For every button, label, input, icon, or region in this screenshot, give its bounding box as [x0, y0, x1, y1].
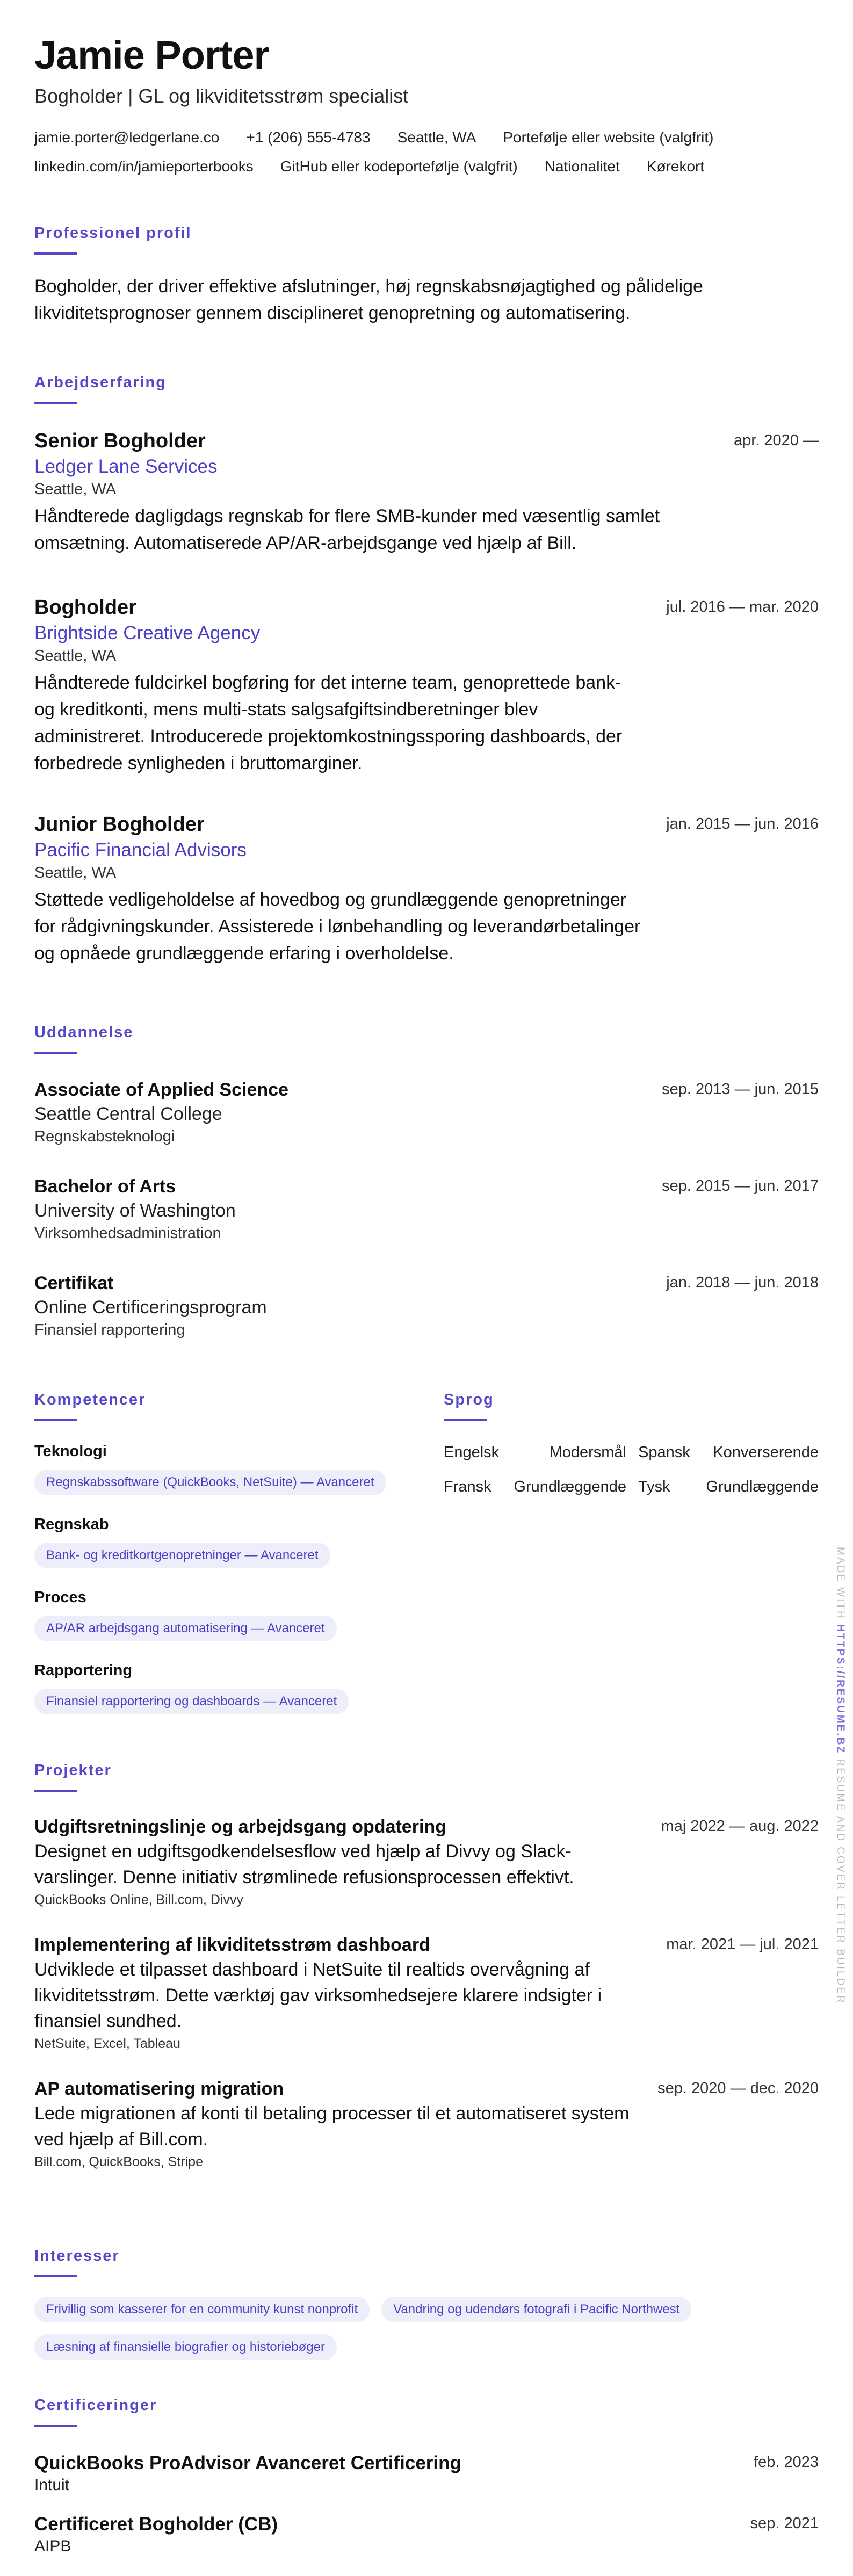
builder-watermark: MADE WITH HTTPS://RESUME.BZ RESUME AND COVER LETTER BUILDER — [835, 1547, 846, 2005]
interest-pill: Vandring og udendørs fotografi i Pacific Northwest — [381, 2297, 691, 2322]
certification-issuer: Intuit — [34, 2476, 70, 2494]
section-rule — [34, 2425, 77, 2427]
certification-date: feb. 2023 — [754, 2454, 819, 2471]
project-date: maj 2022 — aug. 2022 — [661, 1818, 819, 1835]
skill-category: Teknologi — [34, 1443, 107, 1460]
candidate-headline: Bogholder | GL og likviditetsstrøm specialist — [34, 85, 409, 107]
job-description: Håndterede fuldcirkel bogføring for det interne team, genoprettede bank- og kreditkonti, mens multi-stats salgsafgiftsindberetninger blev administreret. Introducerede projektomkostningssporing dashboards, der forbedrede synligheden i bruttomarginer. — [34, 672, 623, 773]
project-title: AP automatisering migration — [34, 2079, 284, 2099]
skill-category: Proces — [34, 1589, 86, 1606]
skill-pill: Regnskabssoftware (QuickBooks, NetSuite) — Avanceret — [34, 1470, 386, 1495]
job-date: jul. 2016 — mar. 2020 — [666, 598, 819, 616]
education-school: Seattle Central College — [34, 1104, 222, 1124]
section-title-interests: Interesser — [34, 2247, 120, 2264]
section-rule — [34, 402, 77, 404]
language-name: Tysk — [638, 1478, 670, 1495]
education-field: Regnskabsteknologi — [34, 1128, 175, 1145]
section-rule — [34, 2275, 77, 2277]
job-date: apr. 2020 — — [734, 432, 819, 449]
project-entry — [34, 2079, 819, 2170]
section-title-skills: Kompetencer — [34, 1391, 146, 1408]
section-rule — [34, 1052, 77, 1054]
language-level: Grundlæggende — [514, 1478, 626, 1495]
language-name: Engelsk — [444, 1444, 500, 1461]
profile-summary: Bogholder, der driver effektive afslutninger, høj regnskabsnøjagtighed og pålidelige likviditetsprognoser gennem disciplineret genopretning og automatisering. — [34, 276, 703, 323]
builder-link[interactable]: HTTPS://RESUME.BZ — [835, 1624, 846, 1755]
contact-location: Seattle, WA — [397, 129, 476, 146]
section-title-projects: Projekter — [34, 1762, 112, 1779]
job-date: jan. 2015 — jun. 2016 — [666, 815, 819, 833]
skill-pill: AP/AR arbejdsgang automatisering — Avanceret — [34, 1616, 337, 1641]
certification-entry — [34, 2452, 819, 2494]
contact-github[interactable]: GitHub eller kodeportefølje (valgfrit) — [280, 158, 518, 175]
certification-entry — [34, 2514, 819, 2556]
job-company: Ledger Lane Services — [34, 456, 218, 477]
interest-list — [34, 2297, 819, 2360]
education-entry — [34, 1080, 819, 1146]
skill-pill: Finansiel rapportering og dashboards — Avanceret — [34, 1689, 349, 1714]
project-entry — [34, 1817, 819, 1908]
project-description: Udviklede et tilpasset dashboard i NetSuite til realtids overvågning af likviditetsstrøm. Dette værktøj gav virksomhedsejere klarere indsigter i finansiel sundhed. — [34, 1959, 602, 2031]
interest-pill: Frivillig som kasserer for en community kunst nonprofit — [34, 2297, 370, 2322]
contact-portfolio[interactable]: Portefølje eller website (valgfrit) — [503, 129, 714, 146]
education-date: sep. 2013 — jun. 2015 — [662, 1081, 819, 1098]
section-title-languages: Sprog — [444, 1391, 494, 1408]
education-school: University of Washington — [34, 1200, 236, 1221]
section-title-education: Uddannelse — [34, 1024, 134, 1041]
job-location: Seattle, WA — [34, 864, 117, 881]
project-title: Implementering af likviditetsstrøm dashboard — [34, 1935, 430, 1955]
section-rule — [34, 1790, 77, 1792]
contact-linkedin[interactable]: linkedin.com/in/jamieporterbooks — [34, 158, 254, 175]
education-field: Virksomhedsadministration — [34, 1225, 221, 1242]
education-school: Online Certificeringsprogram — [34, 1297, 267, 1318]
interest-pill: Læsning af finansielle biografier og historiebøger — [34, 2334, 337, 2360]
certification-name: QuickBooks ProAdvisor Avanceret Certificering — [34, 2452, 461, 2473]
section-rule — [34, 252, 77, 255]
job-title: Bogholder — [34, 596, 136, 619]
section-rule — [34, 1419, 77, 1421]
project-date: sep. 2020 — dec. 2020 — [657, 2080, 819, 2097]
project-tech: QuickBooks Online, Bill.com, Divvy — [34, 1892, 244, 1907]
project-tech: NetSuite, Excel, Tableau — [34, 2036, 180, 2051]
certification-date: sep. 2021 — [750, 2515, 819, 2532]
certification-issuer: AIPB — [34, 2537, 71, 2555]
certification-name: Certificeret Bogholder (CB) — [34, 2514, 278, 2535]
education-degree: Bachelor of Arts — [34, 1176, 176, 1197]
section-rule — [444, 1419, 487, 1421]
contact-nationality: Nationalitet — [544, 158, 620, 175]
project-date: mar. 2021 — jul. 2021 — [666, 1936, 819, 1953]
contact-phone[interactable]: +1 (206) 555-4783 — [246, 129, 371, 146]
education-entry — [34, 1273, 819, 1339]
language-name: Fransk — [444, 1478, 491, 1495]
job-entry — [34, 813, 819, 967]
project-title: Udgiftsretningslinje og arbejdsgang opdatering — [34, 1817, 446, 1837]
job-entry — [34, 596, 819, 777]
job-entry — [34, 430, 819, 556]
education-field: Finansiel rapportering — [34, 1321, 185, 1338]
job-location: Seattle, WA — [34, 647, 117, 664]
skill-category: Regnskab — [34, 1516, 109, 1533]
job-company: Brightside Creative Agency — [34, 623, 261, 643]
project-description: Designet en udgiftsgodkendelsesflow ved hjælp af Divvy og Slack- varslinger. Denne initiativ strømlinede refusionsprocessen effektivt. — [34, 1841, 574, 1887]
project-entry — [34, 1935, 819, 2052]
project-description: Lede migrationen af konti til betaling processer til et automatiseret system ved hjælp af Bill.com. — [34, 2103, 630, 2150]
job-description: Håndterede dagligdags regnskab for flere SMB-kunder med væsentlig samlet omsætning. Automatiserede AP/AR-arbejdsgange ved hjælp af Bill. — [34, 506, 660, 553]
section-title-profile: Professionel profil — [34, 225, 192, 242]
education-date: sep. 2015 — jun. 2017 — [662, 1177, 819, 1195]
project-tech: Bill.com, QuickBooks, Stripe — [34, 2154, 203, 2169]
contact-row-1 — [34, 129, 714, 146]
job-location: Seattle, WA — [34, 481, 117, 498]
language-level: Grundlæggende — [706, 1478, 819, 1495]
contact-drivers-license: Kørekort — [646, 158, 705, 175]
candidate-name: Jamie Porter — [34, 33, 269, 77]
education-degree: Certifikat — [34, 1273, 114, 1293]
language-level: Konverserende — [713, 1444, 819, 1461]
skill-pill: Bank- og kreditkortgenopretninger — Avanceret — [34, 1543, 330, 1568]
job-title: Senior Bogholder — [34, 430, 206, 452]
contact-email[interactable]: jamie.porter@ledgerlane.co — [34, 129, 220, 146]
education-date: jan. 2018 — jun. 2018 — [666, 1274, 819, 1291]
section-title-experience: Arbejdserfaring — [34, 374, 167, 391]
contact-row-2 — [34, 158, 704, 175]
job-company: Pacific Financial Advisors — [34, 840, 247, 860]
education-degree: Associate of Applied Science — [34, 1080, 288, 1100]
language-level: Modersmål — [549, 1444, 626, 1461]
education-entry — [34, 1176, 819, 1242]
job-title: Junior Bogholder — [34, 813, 205, 836]
language-name: Spansk — [638, 1444, 690, 1461]
section-title-certifications: Certificeringer — [34, 2397, 157, 2414]
job-description: Støttede vedligeholdelse af hovedbog og grundlæggende genopretninger for rådgivningskunder. Assisterede i lønbehandling og leverandørbetalinger og opnåede grundlæggende erfaring i overholdelse. — [34, 889, 641, 964]
skill-category: Rapportering — [34, 1662, 133, 1679]
